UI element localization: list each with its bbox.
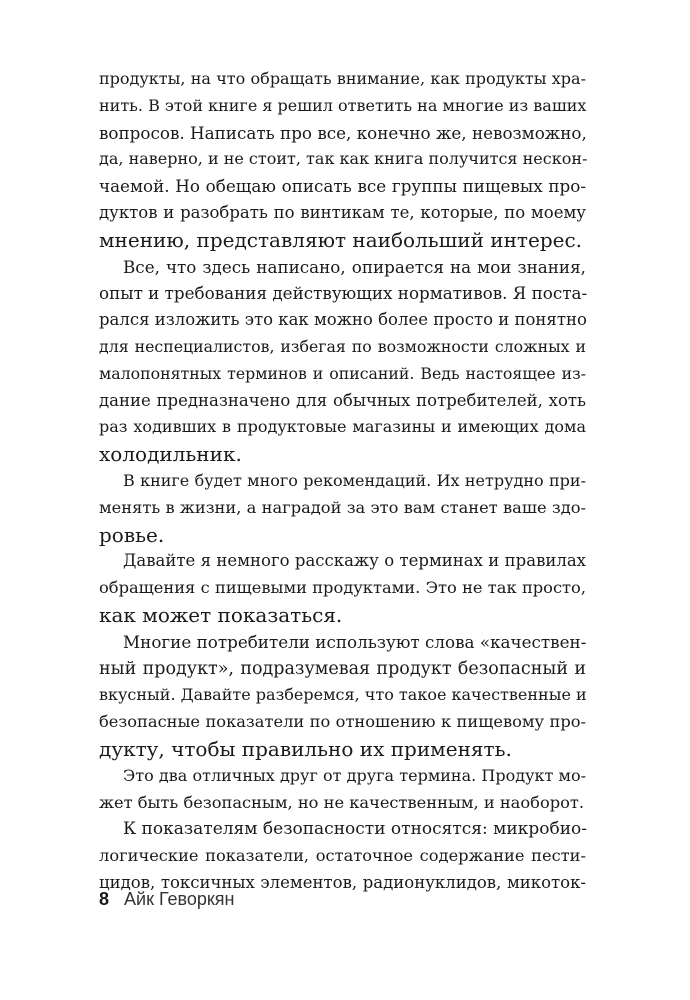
text-line: мнению, представляют наибольший интерес. — [99, 227, 583, 252]
page-footer — [99, 889, 234, 910]
text-line: К показателям безопасности относятся: микробио- — [123, 819, 587, 840]
text-line: раз ходивших в продуктовые магазины и имеющих дома — [99, 417, 586, 437]
text-line: дукту, чтобы правильно их применять. — [99, 736, 512, 761]
text-line: вкусный. Давайте разберемся, что такое качественные и — [99, 685, 587, 705]
text-line: дание предназначено для обычных потребителей, хоть — [99, 390, 586, 410]
text-line: менять в жизни, а наградой за это вам станет ваше здо- — [99, 497, 586, 517]
text-line: Все, что здесь написано, опирается на мои знания, — [123, 256, 586, 277]
text-line: обращения с пищевыми продуктами. Это не так просто, — [99, 578, 586, 598]
text-line: рался изложить это как можно более просто и понятно — [99, 310, 587, 330]
text-line: ный продукт», подразумевая продукт безопасный и — [99, 658, 586, 679]
text-line: холодильник. — [99, 442, 242, 467]
text-line: вопросов. Написать про все, конечно же, невозможно, — [99, 122, 587, 143]
text-line: чаемой. Но обещаю описать все группы пищевых про- — [99, 176, 586, 197]
text-line: малопонятных терминов и описаний. Ведь настоящее из- — [99, 363, 586, 383]
text-line: дуктов и разобрать по винтикам те, которые, по моему — [99, 202, 586, 222]
text-line: цидов, токсичных элементов, радионуклидов, микоток- — [99, 872, 586, 892]
text-line: нить. В этой книге я решил ответить на многие из ваших — [99, 95, 587, 115]
text-line: для неспециалистов, избегая по возможности сложных и — [99, 336, 586, 356]
body-text — [99, 66, 586, 897]
text-line: опыт и требования действующих нормативов. Я поста- — [99, 283, 588, 304]
text-line: безопасные показатели по отношению к пищевому про- — [99, 712, 586, 732]
text-line: логические показатели, остаточное содержание пести- — [99, 846, 586, 866]
page-number: 8 — [99, 889, 110, 909]
text-line: ровье. — [99, 522, 165, 547]
text-line: как может показаться. — [99, 602, 343, 627]
text-line: В книге будет много рекомендаций. Их нетрудно при- — [123, 470, 586, 490]
text-line: Давайте я немного расскажу о терминах и правилах — [123, 551, 586, 571]
text-line: жет быть безопасным, но не качественным, и наоборот. — [99, 792, 585, 812]
author-name: Айк Геворкян — [124, 889, 235, 909]
text-line: продукты, на что обращать внимание, как продукты хра- — [99, 69, 586, 88]
text-line: да, наверно, и не стоит, так как книга получится нескон- — [99, 149, 588, 169]
text-line: Многие потребители используют слова «качествен- — [123, 631, 587, 652]
text-line: Это два отличных друг от друга термина. Продукт мо- — [123, 765, 586, 785]
